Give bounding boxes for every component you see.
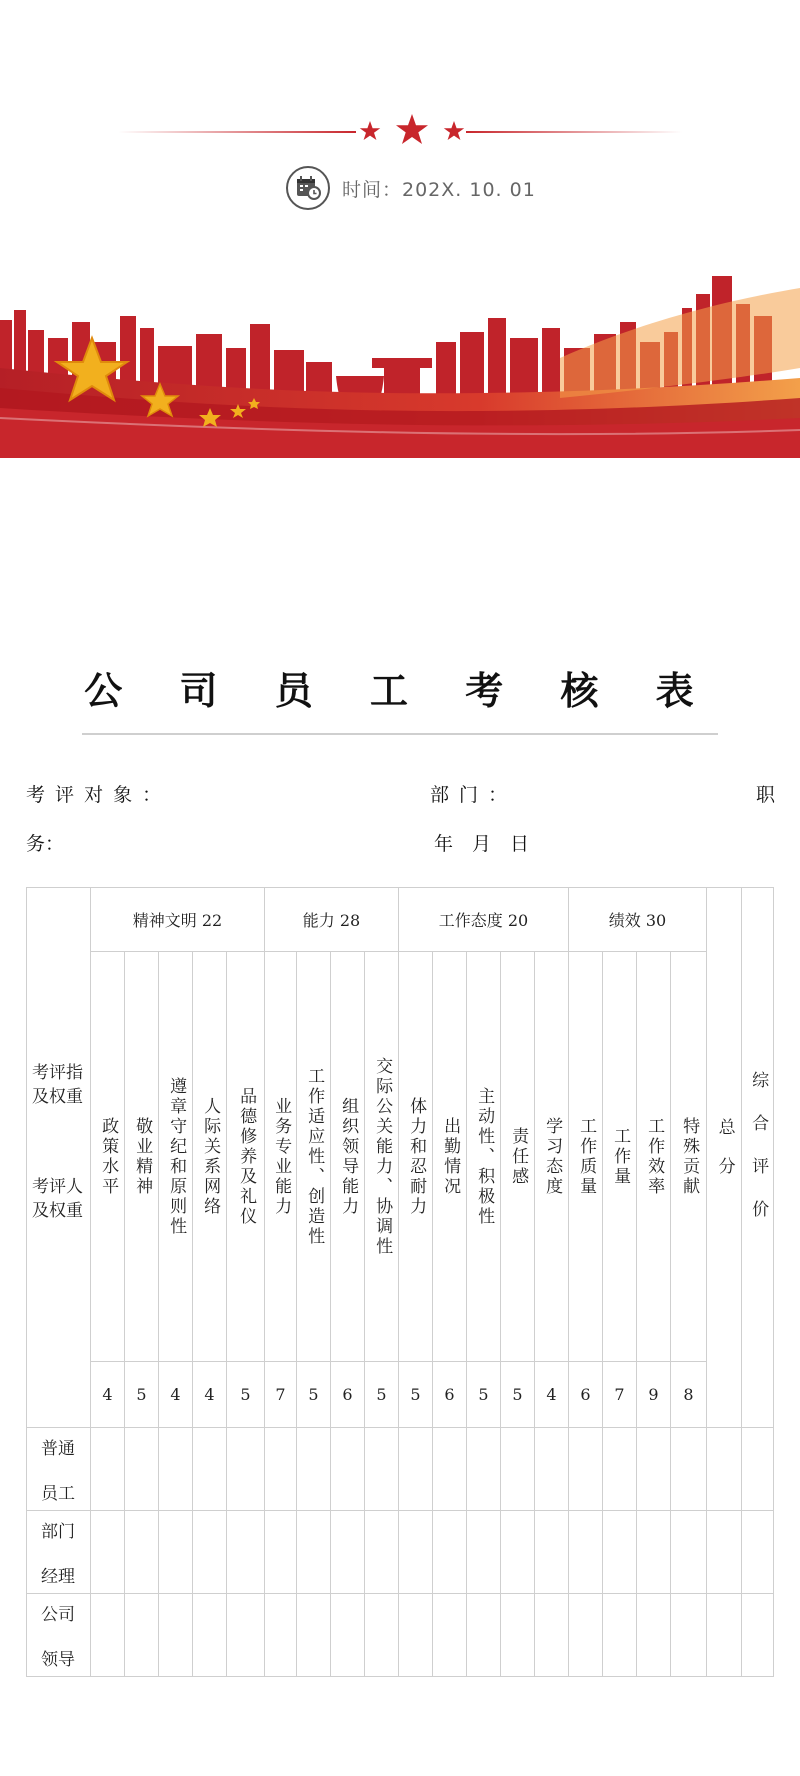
criterion-label: 责任感 [508,1126,529,1187]
criterion-weight: 4 [159,1362,193,1428]
score-input-cell[interactable] [637,1511,671,1594]
criterion-label: 组织领导能力 [338,1096,359,1217]
score-input-cell[interactable] [433,1594,467,1677]
corner-line: 考评指 [32,1063,83,1083]
score-input-cell[interactable] [501,1511,535,1594]
score-input-cell[interactable] [671,1511,707,1594]
criterion-weight: 5 [227,1362,265,1428]
subject-field-label: 考 评 对 象 ： [26,784,164,806]
evaluator-label-line: 公司 [41,1605,75,1625]
score-input-cell[interactable] [399,1511,433,1594]
criterion-header [227,952,265,1362]
score-input-cell[interactable] [365,1594,399,1677]
criterion-header [159,952,193,1362]
corner-line: 考评人 [32,1177,83,1197]
criterion-label: 遵章守纪和原则性 [166,1076,187,1237]
score-input-cell[interactable] [569,1594,603,1677]
score-input-cell[interactable] [637,1428,671,1511]
score-input-cell[interactable] [331,1511,365,1594]
evaluator-label-line: 领导 [41,1650,75,1670]
total-score-header [707,887,742,1428]
criterion-weight: 7 [603,1362,637,1428]
score-input-cell[interactable] [707,1594,742,1677]
evaluator-label-line: 部门 [41,1522,75,1542]
criterion-header [637,952,671,1362]
criterion-label: 品德修养及礼仪 [236,1086,257,1227]
evaluator-row-label [26,1428,91,1511]
criterion-header [501,952,535,1362]
score-input-cell[interactable] [91,1594,125,1677]
score-input-cell[interactable] [159,1594,193,1677]
score-input-cell[interactable] [742,1511,774,1594]
criterion-weight: 4 [193,1362,227,1428]
evaluator-label-line: 员工 [41,1484,75,1504]
score-input-cell[interactable] [227,1428,265,1511]
score-input-cell[interactable] [707,1511,742,1594]
criteria-group-header: 工作态度 20 [399,887,569,952]
corner-line: 及权重 [32,1201,83,1221]
red-city-banner [0,258,800,458]
score-input-cell[interactable] [265,1511,297,1594]
score-input-cell[interactable] [399,1428,433,1511]
score-input-cell[interactable] [603,1511,637,1594]
overall-evaluation-header [742,887,774,1428]
criterion-header [535,952,569,1362]
score-input-cell[interactable] [501,1594,535,1677]
criterion-weight: 7 [265,1362,297,1428]
score-input-cell[interactable] [193,1594,227,1677]
criterion-label: 交际公关能力、协调性 [372,1056,393,1257]
score-input-cell[interactable] [433,1428,467,1511]
ornament-line-right [466,131,682,133]
score-input-cell[interactable] [227,1511,265,1594]
score-input-cell[interactable] [227,1594,265,1677]
criterion-header [297,952,331,1362]
title-divider [82,733,718,735]
score-input-cell[interactable] [603,1428,637,1511]
score-input-cell[interactable] [91,1511,125,1594]
big-star-icon [396,114,428,144]
time-label: 时间：202X. 10. 01 [342,178,536,201]
score-input-cell[interactable] [637,1594,671,1677]
score-input-cell[interactable] [193,1511,227,1594]
score-input-cell[interactable] [125,1511,159,1594]
criterion-weight: 4 [535,1362,569,1428]
small-star-icon [444,121,464,140]
criterion-weight: 4 [91,1362,125,1428]
evaluator-label-line: 经理 [41,1567,75,1587]
score-input-cell[interactable] [671,1594,707,1677]
score-input-cell[interactable] [467,1594,501,1677]
score-input-cell[interactable] [742,1428,774,1511]
score-input-cell[interactable] [671,1428,707,1511]
score-input-cell[interactable] [535,1428,569,1511]
criterion-label: 工作量 [610,1126,631,1187]
score-input-cell[interactable] [365,1511,399,1594]
small-star-icon [360,121,380,140]
document-title: 公 司 员 工 考 核 表 [84,669,716,713]
criterion-label: 学习态度 [542,1116,563,1197]
criterion-header [399,952,433,1362]
criteria-group-header: 绩效 30 [569,887,707,952]
score-input-cell[interactable] [331,1594,365,1677]
criterion-label: 工作质量 [576,1116,597,1197]
criterion-header [671,952,707,1362]
score-input-cell[interactable] [603,1594,637,1677]
criterion-label: 主动性、积极性 [474,1086,495,1227]
criterion-header [569,952,603,1362]
score-input-cell[interactable] [707,1428,742,1511]
criterion-header [365,952,399,1362]
score-input-cell[interactable] [467,1428,501,1511]
score-input-cell[interactable] [159,1428,193,1511]
score-input-cell[interactable] [365,1428,399,1511]
corner-line: 及权重 [32,1087,83,1107]
score-input-cell[interactable] [265,1594,297,1677]
score-input-cell[interactable] [569,1428,603,1511]
criterion-label: 政策水平 [98,1116,119,1197]
total-score-label: 总分 [714,1118,735,1196]
criterion-header [91,952,125,1362]
criterion-label: 出勤情况 [440,1116,461,1197]
score-input-cell[interactable] [535,1594,569,1677]
criterion-weight: 5 [399,1362,433,1428]
criterion-weight: 9 [637,1362,671,1428]
score-input-cell[interactable] [297,1428,331,1511]
criterion-weight: 5 [365,1362,399,1428]
score-input-cell[interactable] [331,1428,365,1511]
criteria-group-header: 精神文明 22 [91,887,265,952]
criterion-weight: 6 [433,1362,467,1428]
evaluator-row-label [26,1511,91,1594]
evaluator-row-label [26,1594,91,1677]
score-input-cell[interactable] [399,1594,433,1677]
criterion-header [193,952,227,1362]
criterion-label: 敬业精神 [132,1116,153,1197]
criterion-header [265,952,297,1362]
criterion-weight: 6 [569,1362,603,1428]
position-field-label-start: 职 [756,784,776,806]
score-input-cell[interactable] [297,1511,331,1594]
criterion-weight: 5 [297,1362,331,1428]
position-field-label-end: 务： [26,833,65,855]
score-input-cell[interactable] [91,1428,125,1511]
criterion-label: 工作效率 [644,1116,665,1197]
overall-evaluation-label: 综合评价 [748,1071,769,1243]
score-input-cell[interactable] [433,1511,467,1594]
score-input-cell[interactable] [125,1428,159,1511]
score-input-cell[interactable] [535,1511,569,1594]
criterion-header [467,952,501,1362]
score-input-cell[interactable] [501,1428,535,1511]
criterion-weight: 8 [671,1362,707,1428]
criterion-weight: 5 [125,1362,159,1428]
criterion-header [125,952,159,1362]
criterion-header [433,952,467,1362]
ornament-line-left [118,131,356,133]
date-field-label: 年 月 日 [434,833,530,855]
criterion-header [603,952,637,1362]
table-corner-header [26,887,91,1428]
score-input-cell[interactable] [125,1594,159,1677]
criterion-label: 业务专业能力 [271,1096,292,1217]
evaluator-label-line: 普通 [41,1439,75,1459]
time-row [286,163,536,213]
score-input-cell[interactable] [297,1594,331,1677]
department-field-label: 部 门 ： [430,784,510,806]
criterion-weight: 5 [467,1362,501,1428]
star-ornament [358,112,466,152]
criterion-weight: 5 [501,1362,535,1428]
evaluation-table [26,887,774,1677]
score-input-cell[interactable] [265,1428,297,1511]
score-input-cell[interactable] [467,1511,501,1594]
score-input-cell[interactable] [742,1594,774,1677]
criterion-label: 特殊贡献 [679,1116,700,1197]
calendar-clock-icon [286,166,330,210]
criteria-group-header: 能力 28 [265,887,399,952]
criterion-header [331,952,365,1362]
criterion-label: 体力和忍耐力 [406,1096,427,1217]
score-input-cell[interactable] [159,1511,193,1594]
criterion-weight: 6 [331,1362,365,1428]
score-input-cell[interactable] [569,1511,603,1594]
criterion-label: 人际关系网络 [200,1096,221,1217]
score-input-cell[interactable] [193,1428,227,1511]
criterion-label: 工作适应性、创造性 [304,1066,325,1247]
